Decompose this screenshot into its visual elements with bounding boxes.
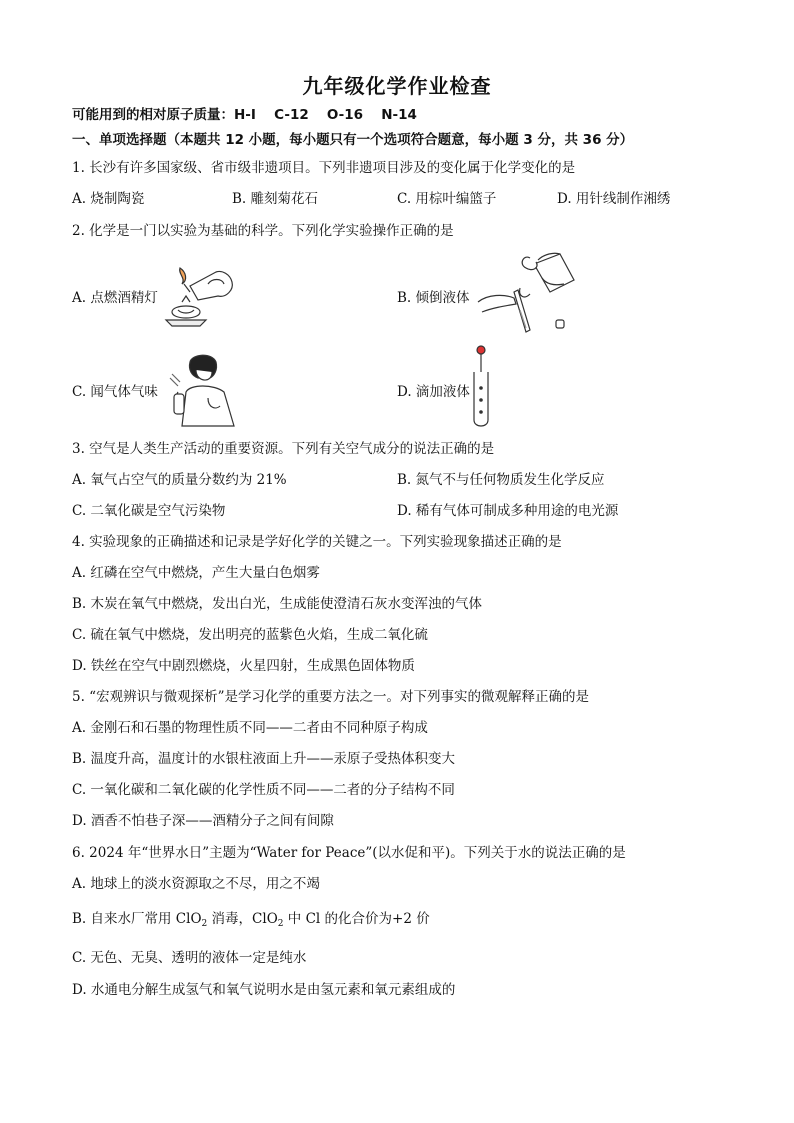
question-6-option-b-text-1: B. 自来水厂常用 ClO	[72, 911, 202, 927]
question-5-option-a: A. 金刚石和石墨的物理性质不同——二者由不同种原子构成	[72, 720, 428, 736]
question-2-option-d: D. 滴加液体	[397, 384, 470, 400]
atomic-mass-note: 可能用到的相对原子质量：H-I C-12 O-16 N-14	[72, 107, 417, 123]
question-5-option-d: D. 酒香不怕巷子深——酒精分子之间有间隙	[72, 813, 334, 829]
question-4-stem: 4. 实验现象的正确描述和记录是学好化学的关键之一。下列实验现象描述正确的是	[72, 534, 562, 550]
question-2-option-c: C. 闻气体气味	[72, 384, 158, 400]
question-6-option-b-text-2: 消毒，ClO	[207, 911, 278, 927]
question-3-option-c: C. 二氧化碳是空气污染物	[72, 503, 226, 519]
question-5-option-c: C. 一氧化碳和二氧化碳的化学性质不同——二者的分子结构不同	[72, 782, 455, 798]
question-1-option-b: B. 雕刻菊花石	[232, 191, 319, 207]
question-6-option-c: C. 无色、无臭、透明的液体一定是纯水	[72, 950, 307, 966]
question-6-option-b-text-3: 中 Cl 的化合价为+2 价	[283, 911, 430, 927]
question-1-option-c: C. 用棕叶编篮子	[397, 191, 497, 207]
section-heading: 一、单项选择题（本题共 12 小题，每小题只有一个选项符合题意，每小题 3 分，共 36 分）	[72, 132, 634, 148]
question-6-stem: 6. 2024 年“世界水日”主题为“Water for Peace”(以水促和平)。下列关于水的说法正确的是	[72, 845, 626, 861]
question-4-option-c: C. 硫在氧气中燃烧，发出明亮的蓝紫色火焰，生成二氧化硫	[72, 627, 428, 643]
question-6-option-d: D. 水通电分解生成氢气和氧气说明水是由氢元素和氧元素组成的	[72, 982, 456, 998]
question-2-option-a: A. 点燃酒精灯	[72, 290, 158, 306]
question-5-option-b: B. 温度升高，温度计的水银柱液面上升——汞原子受热体积变大	[72, 751, 456, 767]
question-6-option-b	[72, 910, 430, 933]
question-1-stem: 1. 长沙有许多国家级、省市级非遗项目。下列非遗项目涉及的变化属于化学变化的是	[72, 160, 576, 176]
question-2-stem: 2. 化学是一门以实验为基础的科学。下列化学实验操作正确的是	[72, 223, 454, 239]
question-1-option-d: D. 用针线制作湘绣	[557, 191, 671, 207]
question-4-option-d: D. 铁丝在空气中剧烈燃烧，火星四射，生成黑色固体物质	[72, 658, 415, 674]
pouring-liquid-illustration	[474, 250, 584, 336]
question-6-option-a: A. 地球上的淡水资源取之不尽，用之不竭	[72, 876, 320, 892]
smelling-gas-illustration	[168, 352, 238, 428]
question-3-stem: 3. 空气是人类生产活动的重要资源。下列有关空气成分的说法正确的是	[72, 441, 495, 457]
question-3-option-d: D. 稀有气体可制成多种用途的电光源	[397, 503, 619, 519]
question-4-option-a: A. 红磷在空气中燃烧，产生大量白色烟雾	[72, 565, 320, 581]
subscript-2: 2	[277, 919, 284, 929]
question-2-option-b: B. 倾倒液体	[397, 290, 470, 306]
question-4-option-b: B. 木炭在氧气中燃烧，发出白光，生成能使澄清石灰水变浑浊的气体	[72, 596, 483, 612]
question-3-option-a: A. 氧气占空气的质量分数约为 21%	[72, 472, 287, 488]
alcohol-lamp-illustration	[160, 262, 242, 328]
page-title: 九年级化学作业检查	[302, 74, 492, 98]
question-5-stem: 5. “宏观辨识与微观探析”是学习化学的重要方法之一。对下列事实的微观解释正确的是	[72, 689, 589, 705]
question-1-option-a: A. 烧制陶瓷	[72, 191, 145, 207]
subscript-2: 2	[201, 919, 208, 929]
dropping-liquid-illustration	[470, 344, 492, 428]
question-3-option-b: B. 氮气不与任何物质发生化学反应	[397, 472, 605, 488]
